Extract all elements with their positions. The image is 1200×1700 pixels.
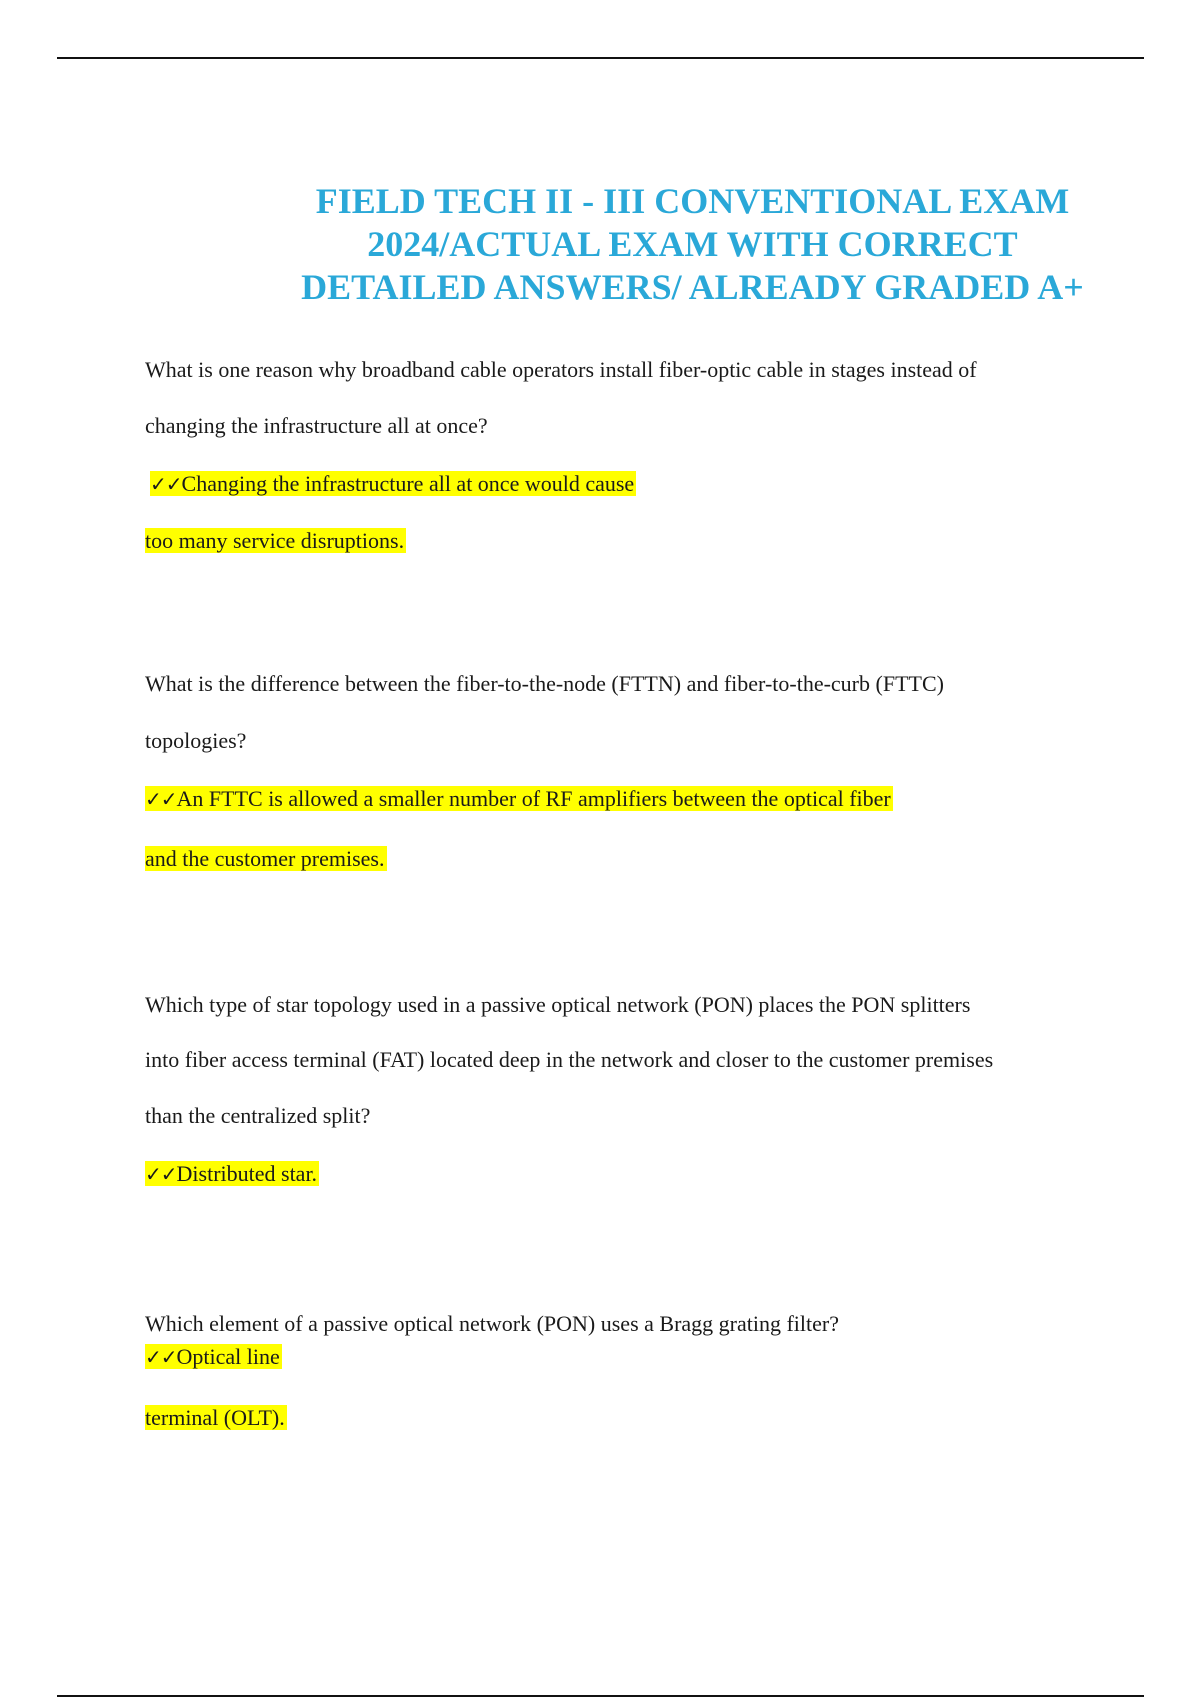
title-line: DETAILED ANSWERS/ ALREADY GRADED A+ — [301, 267, 1084, 307]
answer-text: An FTTC is allowed a smaller number of RF amplifiers between the optical fiber — [176, 786, 891, 811]
answer-text: Changing the infrastructure all at once would cause — [181, 471, 635, 496]
title-line: FIELD TECH II - III CONVENTIONAL EXAM — [315, 181, 1070, 221]
question-2-line-2: topologies? — [145, 728, 247, 753]
double-check-icon: ✓✓ — [145, 1345, 177, 1369]
question-3-line-3: than the centralized split? — [145, 1103, 371, 1128]
double-check-icon: ✓✓ — [145, 1162, 177, 1186]
title-line: 2024/ACTUAL EXAM WITH CORRECT — [367, 224, 1018, 264]
answer-text: Optical line — [176, 1344, 280, 1369]
answer-4-line-2 — [145, 1404, 287, 1432]
answer-1-line-2 — [145, 527, 406, 555]
answer-highlight — [145, 786, 893, 811]
answer-1-line-1 — [150, 470, 636, 498]
question-2-line-1: What is the difference between the fiber-to-the-node (FTTN) and fiber-to-the-curb (FTTC) — [145, 671, 944, 696]
question-4-line-1: Which element of a passive optical network (PON) uses a Bragg grating filter? — [145, 1311, 839, 1336]
answer-4-line-1 — [145, 1343, 282, 1371]
double-check-icon: ✓✓ — [145, 787, 177, 811]
answer-text: and the customer premises. — [145, 846, 385, 871]
answer-2-line-1 — [145, 785, 893, 813]
top-rule — [57, 57, 1144, 59]
document-title — [270, 180, 1115, 309]
answer-3-line-1 — [145, 1160, 319, 1188]
question-1-line-2: changing the infrastructure all at once? — [145, 413, 488, 438]
answer-text: too many service disruptions. — [145, 528, 405, 553]
answer-highlight — [145, 1344, 282, 1369]
double-check-icon: ✓✓ — [150, 472, 182, 496]
bottom-rule — [57, 1695, 1144, 1697]
question-3-line-1: Which type of star topology used in a passive optical network (PON) places the PON splitters — [145, 992, 971, 1017]
answer-text: terminal (OLT). — [145, 1405, 285, 1430]
question-1-line-1: What is one reason why broadband cable operators install fiber-optic cable in stages instead of — [145, 357, 977, 382]
answer-highlight — [145, 1161, 319, 1186]
answer-highlight — [150, 471, 636, 496]
answer-2-line-2 — [145, 845, 387, 873]
question-3-line-2: into fiber access terminal (FAT) located deep in the network and closer to the customer premises — [145, 1047, 994, 1072]
answer-text: Distributed star. — [176, 1161, 318, 1186]
